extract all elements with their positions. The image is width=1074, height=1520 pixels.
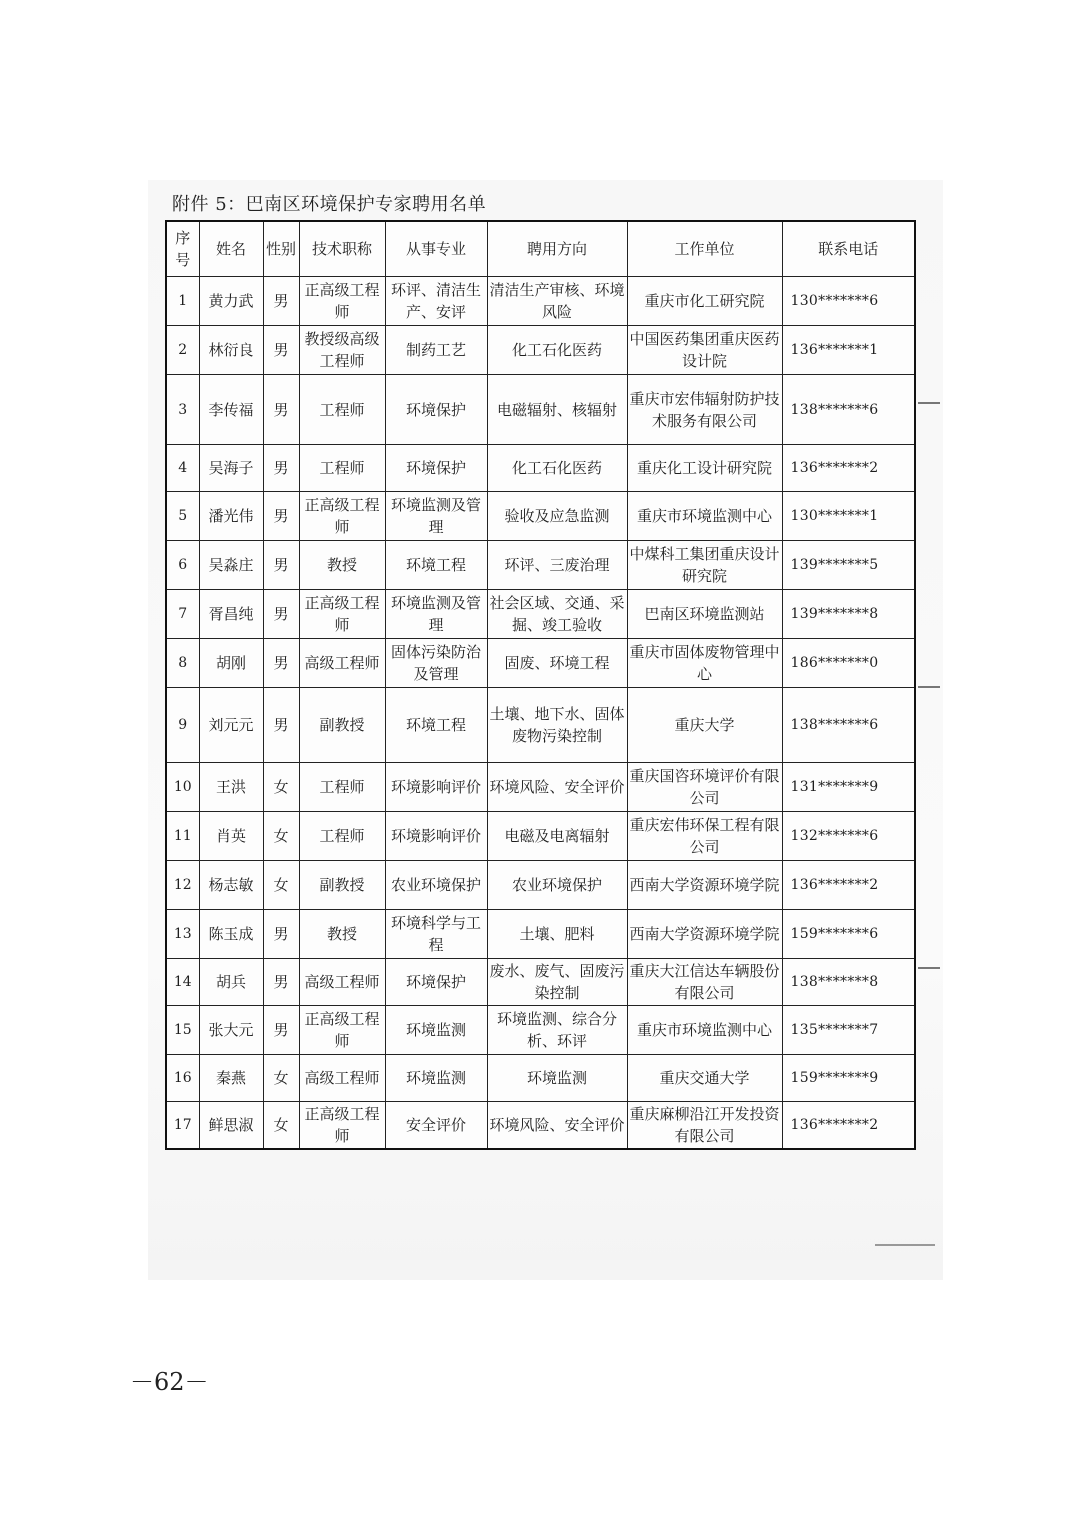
- cell-phone: 136*******2: [782, 1102, 915, 1150]
- cell-specialty: 环境保护: [385, 445, 487, 492]
- cell-name: 王洪: [199, 763, 263, 812]
- cell-appointment-direction: 土壤、地下水、固体废物污染控制: [487, 688, 627, 763]
- scan-mark: [918, 686, 940, 688]
- cell-name: 陈玉成: [199, 910, 263, 959]
- cell-serial-no: 7: [166, 590, 199, 639]
- cell-phone: 130*******1: [782, 492, 915, 541]
- cell-specialty: 环境工程: [385, 688, 487, 763]
- cell-serial-no: 14: [166, 959, 199, 1006]
- header-specialty: 从事专业: [385, 221, 487, 277]
- cell-gender: 男: [263, 590, 299, 639]
- cell-work-unit: 巴南区环境监测站: [627, 590, 782, 639]
- table-row: [166, 910, 915, 959]
- header-name: 姓名: [199, 221, 263, 277]
- page-number: －62－: [130, 1368, 209, 1396]
- cell-appointment-direction: 环境风险、安全评价: [487, 1102, 627, 1150]
- cell-phone: 138*******6: [782, 688, 915, 763]
- cell-technical-title: 工程师: [299, 375, 385, 445]
- cell-name: 吴淼庄: [199, 541, 263, 590]
- cell-work-unit: 重庆国咨环境评价有限公司: [627, 763, 782, 812]
- cell-serial-no: 12: [166, 861, 199, 910]
- table-row: [166, 492, 915, 541]
- cell-technical-title: 教授: [299, 541, 385, 590]
- table-row: [166, 1006, 915, 1055]
- cell-gender: 女: [263, 763, 299, 812]
- cell-phone: 186*******0: [782, 639, 915, 688]
- cell-technical-title: 高级工程师: [299, 1055, 385, 1102]
- table-row: [166, 688, 915, 763]
- cell-gender: 男: [263, 492, 299, 541]
- cell-technical-title: 教授: [299, 910, 385, 959]
- cell-work-unit: 中煤科工集团重庆设计研究院: [627, 541, 782, 590]
- cell-appointment-direction: 化工石化医药: [487, 445, 627, 492]
- cell-technical-title: 正高级工程师: [299, 277, 385, 326]
- cell-technical-title: 工程师: [299, 763, 385, 812]
- cell-name: 杨志敏: [199, 861, 263, 910]
- cell-serial-no: 10: [166, 763, 199, 812]
- cell-specialty: 环境工程: [385, 541, 487, 590]
- cell-name: 胡兵: [199, 959, 263, 1006]
- table-row: [166, 375, 915, 445]
- cell-appointment-direction: 环境监测: [487, 1055, 627, 1102]
- cell-work-unit: 重庆市宏伟辐射防护技术服务有限公司: [627, 375, 782, 445]
- cell-appointment-direction: 环评、三废治理: [487, 541, 627, 590]
- cell-specialty: 环评、清洁生产、安评: [385, 277, 487, 326]
- cell-name: 胡刚: [199, 639, 263, 688]
- cell-technical-title: 正高级工程师: [299, 1006, 385, 1055]
- cell-specialty: 环境监测及管理: [385, 492, 487, 541]
- cell-name: 张大元: [199, 1006, 263, 1055]
- cell-phone: 136*******2: [782, 445, 915, 492]
- cell-work-unit: 重庆化工设计研究院: [627, 445, 782, 492]
- cell-gender: 女: [263, 1102, 299, 1150]
- cell-serial-no: 6: [166, 541, 199, 590]
- header-gender: 性别: [263, 221, 299, 277]
- cell-appointment-direction: 固废、环境工程: [487, 639, 627, 688]
- cell-work-unit: 重庆宏伟环保工程有限公司: [627, 812, 782, 861]
- cell-appointment-direction: 验收及应急监测: [487, 492, 627, 541]
- cell-serial-no: 15: [166, 1006, 199, 1055]
- cell-technical-title: 工程师: [299, 445, 385, 492]
- cell-work-unit: 重庆市化工研究院: [627, 277, 782, 326]
- cell-specialty: 环境监测及管理: [385, 590, 487, 639]
- cell-technical-title: 正高级工程师: [299, 590, 385, 639]
- cell-appointment-direction: 环境风险、安全评价: [487, 763, 627, 812]
- cell-gender: 女: [263, 861, 299, 910]
- scan-mark: [918, 967, 940, 969]
- cell-phone: 159*******6: [782, 910, 915, 959]
- cell-serial-no: 8: [166, 639, 199, 688]
- table-row: [166, 861, 915, 910]
- cell-gender: 男: [263, 326, 299, 375]
- cell-specialty: 安全评价: [385, 1102, 487, 1150]
- header-work-unit: 工作单位: [627, 221, 782, 277]
- cell-specialty: 环境监测: [385, 1006, 487, 1055]
- cell-work-unit: 中国医药集团重庆医药设计院: [627, 326, 782, 375]
- cell-work-unit: 重庆麻柳沿江开发投资有限公司: [627, 1102, 782, 1150]
- table-row: [166, 763, 915, 812]
- cell-work-unit: 重庆市环境监测中心: [627, 492, 782, 541]
- cell-phone: 138*******8: [782, 959, 915, 1006]
- cell-work-unit: 重庆市固体废物管理中心: [627, 639, 782, 688]
- cell-specialty: 农业环境保护: [385, 861, 487, 910]
- cell-appointment-direction: 清洁生产审核、环境风险: [487, 277, 627, 326]
- cell-work-unit: 重庆交通大学: [627, 1055, 782, 1102]
- cell-gender: 男: [263, 277, 299, 326]
- header-appointment-direction: 聘用方向: [487, 221, 627, 277]
- cell-gender: 男: [263, 688, 299, 763]
- cell-name: 黄力武: [199, 277, 263, 326]
- cell-technical-title: 正高级工程师: [299, 1102, 385, 1150]
- cell-specialty: 环境保护: [385, 959, 487, 1006]
- cell-name: 刘元元: [199, 688, 263, 763]
- cell-name: 李传福: [199, 375, 263, 445]
- cell-name: 潘光伟: [199, 492, 263, 541]
- cell-serial-no: 13: [166, 910, 199, 959]
- cell-phone: 135*******7: [782, 1006, 915, 1055]
- cell-serial-no: 2: [166, 326, 199, 375]
- table-row: [166, 639, 915, 688]
- cell-appointment-direction: 社会区域、交通、采掘、竣工验收: [487, 590, 627, 639]
- cell-gender: 男: [263, 375, 299, 445]
- table-row: [166, 445, 915, 492]
- scan-mark: [918, 402, 940, 404]
- cell-appointment-direction: 环境监测、综合分析、环评: [487, 1006, 627, 1055]
- cell-serial-no: 17: [166, 1102, 199, 1150]
- expert-list-table: [165, 220, 916, 1150]
- cell-technical-title: 副教授: [299, 861, 385, 910]
- cell-specialty: 环境影响评价: [385, 763, 487, 812]
- cell-name: 鲜思淑: [199, 1102, 263, 1150]
- cell-phone: 136*******2: [782, 861, 915, 910]
- cell-specialty: 制药工艺: [385, 326, 487, 375]
- cell-serial-no: 4: [166, 445, 199, 492]
- cell-work-unit: 重庆大江信达车辆股份有限公司: [627, 959, 782, 1006]
- header-phone: 联系电话: [782, 221, 915, 277]
- cell-phone: 159*******9: [782, 1055, 915, 1102]
- cell-name: 林衍良: [199, 326, 263, 375]
- cell-appointment-direction: 化工石化医药: [487, 326, 627, 375]
- table-row: [166, 959, 915, 1006]
- cell-phone: 130*******6: [782, 277, 915, 326]
- cell-serial-no: 1: [166, 277, 199, 326]
- cell-specialty: 环境影响评价: [385, 812, 487, 861]
- cell-phone: 139*******8: [782, 590, 915, 639]
- cell-technical-title: 高级工程师: [299, 639, 385, 688]
- cell-work-unit: 重庆市环境监测中心: [627, 1006, 782, 1055]
- cell-phone: 131*******9: [782, 763, 915, 812]
- cell-gender: 男: [263, 910, 299, 959]
- cell-name: 胥昌纯: [199, 590, 263, 639]
- cell-serial-no: 5: [166, 492, 199, 541]
- document-title: 附件 5：巴南区环境保护专家聘用名单: [172, 194, 487, 215]
- cell-phone: 132*******6: [782, 812, 915, 861]
- cell-phone: 136*******1: [782, 326, 915, 375]
- cell-gender: 男: [263, 541, 299, 590]
- cell-appointment-direction: 电磁辐射、核辐射: [487, 375, 627, 445]
- cell-phone: 138*******6: [782, 375, 915, 445]
- cell-serial-no: 9: [166, 688, 199, 763]
- cell-specialty: 固体污染防治及管理: [385, 639, 487, 688]
- cell-specialty: 环境保护: [385, 375, 487, 445]
- cell-technical-title: 高级工程师: [299, 959, 385, 1006]
- cell-technical-title: 副教授: [299, 688, 385, 763]
- cell-name: 吴海子: [199, 445, 263, 492]
- table-row: [166, 277, 915, 326]
- cell-technical-title: 教授级高级工程师: [299, 326, 385, 375]
- cell-gender: 男: [263, 639, 299, 688]
- cell-gender: 女: [263, 812, 299, 861]
- cell-gender: 男: [263, 445, 299, 492]
- header-serial-no: 序号: [166, 221, 199, 277]
- cell-serial-no: 3: [166, 375, 199, 445]
- cell-serial-no: 11: [166, 812, 199, 861]
- cell-work-unit: 西南大学资源环境学院: [627, 910, 782, 959]
- table-row: [166, 326, 915, 375]
- table-row: [166, 1102, 915, 1150]
- table-row: [166, 541, 915, 590]
- table-row: [166, 1055, 915, 1102]
- cell-phone: 139*******5: [782, 541, 915, 590]
- cell-name: 秦燕: [199, 1055, 263, 1102]
- cell-technical-title: 工程师: [299, 812, 385, 861]
- cell-gender: 女: [263, 1055, 299, 1102]
- cell-work-unit: 重庆大学: [627, 688, 782, 763]
- cell-specialty: 环境科学与工程: [385, 910, 487, 959]
- table-row: [166, 590, 915, 639]
- cell-name: 肖英: [199, 812, 263, 861]
- cell-appointment-direction: 农业环境保护: [487, 861, 627, 910]
- cell-specialty: 环境监测: [385, 1055, 487, 1102]
- scan-mark: [875, 1244, 935, 1246]
- header-technical-title: 技术职称: [299, 221, 385, 277]
- cell-work-unit: 西南大学资源环境学院: [627, 861, 782, 910]
- cell-serial-no: 16: [166, 1055, 199, 1102]
- table-header-row: [166, 221, 915, 277]
- cell-technical-title: 正高级工程师: [299, 492, 385, 541]
- cell-gender: 男: [263, 1006, 299, 1055]
- cell-appointment-direction: 废水、废气、固废污染控制: [487, 959, 627, 1006]
- cell-appointment-direction: 土壤、肥料: [487, 910, 627, 959]
- table-row: [166, 812, 915, 861]
- cell-gender: 男: [263, 959, 299, 1006]
- cell-appointment-direction: 电磁及电离辐射: [487, 812, 627, 861]
